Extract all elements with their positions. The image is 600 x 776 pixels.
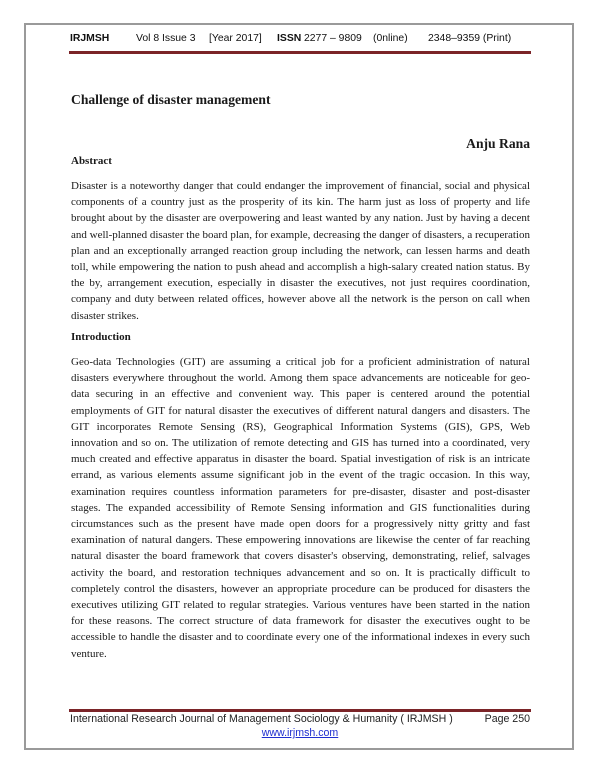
issn-print: 2348–9359 (Print) — [428, 33, 512, 44]
article-title: Challenge of disaster management — [71, 92, 271, 107]
year: [Year 2017] — [209, 33, 262, 44]
introduction-heading: Introduction — [71, 331, 131, 343]
page-number: Page 250 — [484, 713, 530, 725]
issn-online: 2277 – 9809 — [304, 33, 362, 44]
issn-label: ISSN — [277, 33, 302, 44]
header-rule — [69, 51, 531, 54]
journal-abbr: IRJMSH — [70, 33, 110, 44]
footer-rule — [69, 709, 531, 712]
abstract-heading: Abstract — [71, 155, 112, 167]
author-name: Anju Rana — [466, 136, 530, 151]
online-label: (0nline) — [373, 33, 408, 44]
journal-name: International Research Journal of Management Sociology & Humanity ( IRJMSH ) — [70, 713, 453, 725]
introduction-text: Geo-data Technologies (GIT) are assuming a critical job for a proficient administration of natural disasters everywhere throughout the world. Among them space advancements are noticeable for geo-data securing in an effective and convenient way. This paper is centered around the potential employments of GIT for natural disaster the executives of different natural dangers and disasters. The GIT incorporates Remote Sensing (RS), Geographical Information Systems (GIS), GPS, Web innovation and so on. The utilization of remote detecting and GIS has turned into a coordinated, very much created and effective apparatus in disaster the board. Spatial investigation of risk is an intricate errand, as various elements assume significant job in the event of the tragic occasion. In this way, examination requires countless information parameters for pre-disaster, disaster and post-disaster stages. The expanded accessibility of Remote Sensing information and GIS functionalities during circumstances such as the present have made open doors for a progressively nitty gritty and fast examination of natural dangers. These empowering innovations are likewise the center of far reaching natural disaster the board framework that covers disaster's observing, demonstrating, relief, salvages activity the board, and restoration techniques advancement and so on. It is practically difficult to completely control the disasters, however an appropriate procedure can be produced for disasters the executives utilizing GIT related to regular strategies. Various ventures have been started in the nation for these reasons. The correct structure of data framework for disaster the executives ought to be accessible to handle the disaster and to coordinate every one of the informational indexes in every such venture. — [71, 356, 530, 660]
website-link[interactable]: www.irjmsh.com — [261, 727, 339, 739]
volume-issue: Vol 8 Issue 3 — [136, 33, 196, 44]
abstract-text: Disaster is a noteworthy danger that could endanger the improvement of financial, social and physical components of a country just as the prosperity of its kin. The harm just as loss of property and life brought about by the disaster are overpowering and least wanted by any nation. Just by having a decent and well-planned disaster the board plan, for example, decreasing the danger of disasters, a recuperation plan and an exceptionally arranged reaction group including the network, can lessen harms and death toll, while empowering the nation to push ahead and accomplish a high-salary created nation status. By the by, arrangement execution, especially in disaster the executives, not just requires coordination, company and duty between related offices, however above all the network is the person on call when disaster strikes. — [71, 180, 530, 322]
